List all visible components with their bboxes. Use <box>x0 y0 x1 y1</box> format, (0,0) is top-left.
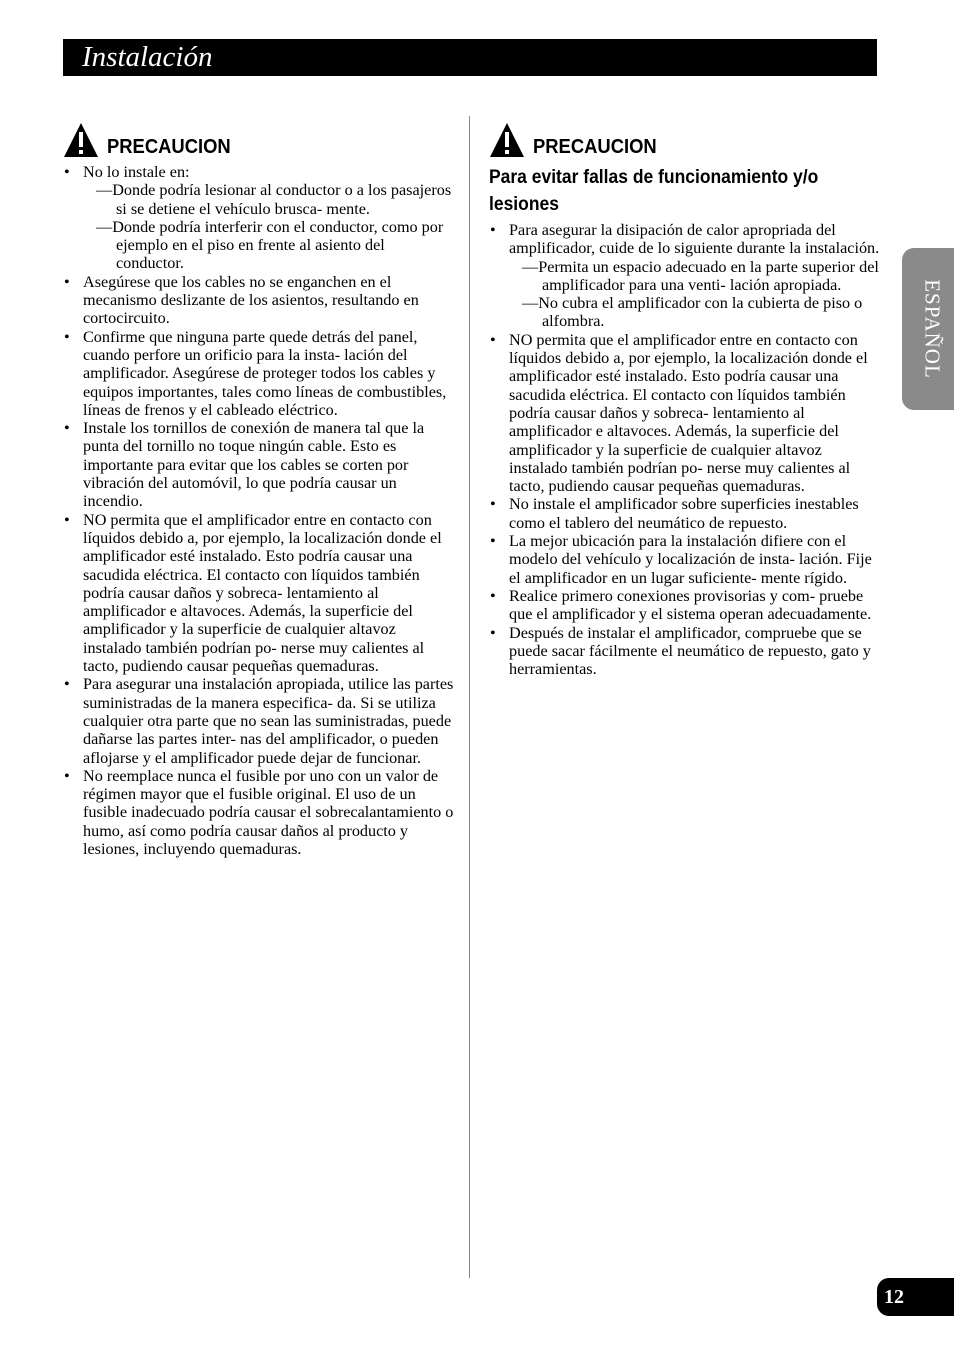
sub-list-item: —Donde podría lesionar al conductor o a los pasajeros si se detiene el vehículo brusca- mente. <box>96 181 452 218</box>
list-item: • NO permita que el amplificador entre en contacto con líquidos debido a, por ejemplo, la localización donde el amplificador esté instalado. Esto podría causar una sacudida eléctrica. El contacto con líquidos también podría causar daños y sobreca- lentamiento al amplificador e altavoces. Además, la superficie del amplificador y la superficie de cualquier altavoz instalado también podrían po- nerse muy calientes al tacto, pudiendo causar pequeñas quemaduras. <box>489 331 881 496</box>
list-item: • Después de instalar el amplificador, compruebe que se puede sacar fácilmente el neumático de repuesto, gato y herramientas. <box>489 624 881 679</box>
caution-list <box>489 221 881 678</box>
page-title: Instalación <box>82 41 213 73</box>
sub-list-item: —Donde podría interferir con el conductor, como por ejemplo en el piso en frente al asiento del conductor. <box>96 217 444 273</box>
list-item: • No instale el amplificador sobre superficies inestables como el tablero del neumático de repuesto. <box>489 495 881 532</box>
sub-list <box>509 258 881 331</box>
section-subheading: Para evitar fallas de funcionamiento y/o lesiones <box>489 167 819 215</box>
right-column <box>489 118 881 678</box>
language-tab-label: ESPAÑOL <box>920 279 945 379</box>
warning-icon <box>63 122 99 158</box>
list-item: • No reemplace nunca el fusible por uno con un valor de régimen mayor que el fusible original. El uso de un fusible inadecuado podría causar el sobrecalantamiento o humo, así como podría causar daños al producto y lesiones, incluyendo quemaduras. <box>63 767 455 858</box>
caution-title: PRECAUCION <box>107 136 231 158</box>
sub-list-item: —No cubra el amplificador con la cubierta de piso o alfombra. <box>522 294 863 331</box>
list-item: • Confirme que ninguna parte quede detrás del panel, cuando perfore un orificio para la insta- lación del amplificador. Asegúrese de proteger todos los cables y equipos importantes, tales como líneas de combustibles, líneas de frenos y el cableado eléctrico. <box>63 328 455 419</box>
list-item: • No lo instale en: —Donde podría lesionar al conductor o a los pasajeros si se detiene el vehículo brusca- mente. —Donde podría interferir con el conductor, como por ejemplo en el piso en frente al asiento del conductor. <box>63 163 455 273</box>
list-item: • Para asegurar la disipación de calor apropriada del amplificador, cuide de lo siguiente durante la instalación. —Permita un espacio adecuado en la parte superior del amplificador para una venti- lación apropiada. —No cubra el amplificador con la cubierta de piso o alfombra. <box>489 221 881 331</box>
list-item: • La mejor ubicación para la instalación difiere con el modelo del vehículo y localización de insta- lación. Fije el amplificador en un lugar suficiente- mente rígido. <box>489 532 881 587</box>
caution-list <box>63 163 455 858</box>
column-divider <box>469 116 470 1278</box>
list-item: • Realice primero conexiones provisorias y com- pruebe que el amplificador y el sistema operan adecuadamente. <box>489 587 881 624</box>
left-column <box>63 118 455 858</box>
list-item: • Instale los tornillos de conexión de manera tal que la punta del tornillo no toque ningún cable. Esto es importante para evitar que los cables se corten por vibración del automóvil, lo que podría causar un incendio. <box>63 419 455 510</box>
caution-heading <box>489 118 881 158</box>
language-tab[interactable] <box>902 248 954 410</box>
header-bar <box>63 39 877 76</box>
sub-list <box>83 181 455 272</box>
page-number: 12 <box>884 1286 904 1308</box>
warning-icon <box>489 122 525 158</box>
list-item: • Para asegurar una instalación apropiada, utilice las partes suministradas de la manera especifica- da. Si se utiliza cualquier otra parte que no sean las suministradas, puede dañarse las partes inter- nas del amplificador, o pueden aflojarse y el amplificador puede dejar de funcionar. <box>63 675 455 766</box>
list-item: • Asegúrese que los cables no se enganchen en el mecanismo deslizante de los asientos, resultando en cortocircuito. <box>63 273 455 328</box>
caution-title: PRECAUCION <box>533 136 657 158</box>
page-number-badge <box>877 1278 954 1316</box>
list-item: • NO permita que el amplificador entre en contacto con líquidos debido a, por ejemplo, la localización donde el amplificador esté instalado. Esto podría causar una sacudida eléctrica. El contacto con líquidos también podría causar daños y sobreca- lentamiento al amplificador e altavoces. Además, la superficie del amplificador y la superficie de cualquier altavoz instalado también podrían po- nerse muy calientes al tacto, pudiendo causar pequeñas quemaduras. <box>63 511 455 676</box>
sub-list-item: —Permita un espacio adecuado en la parte superior del amplificador para una venti- lación apropiada. <box>522 257 879 294</box>
caution-heading <box>63 118 455 158</box>
